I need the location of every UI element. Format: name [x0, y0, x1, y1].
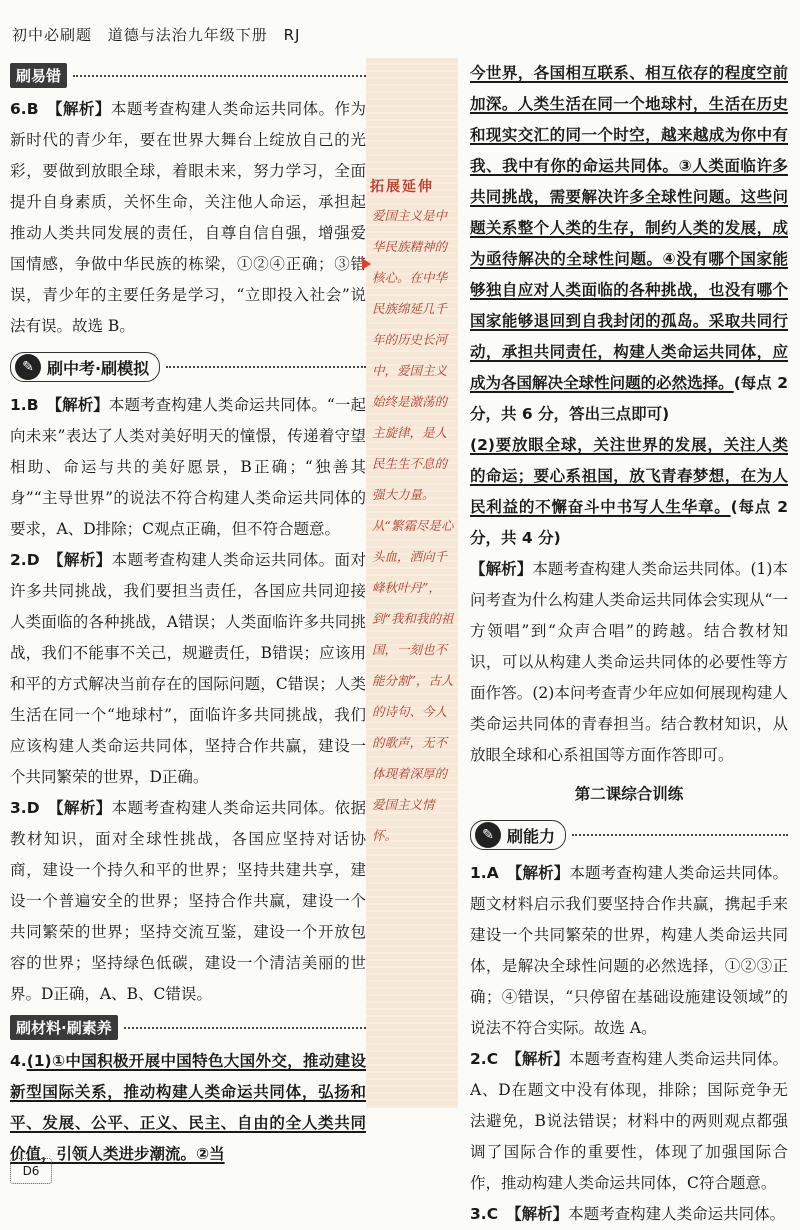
answer-text: 本题考查构建人类命运共同体。	[568, 1205, 786, 1223]
analysis-tag: 【解析】	[47, 799, 112, 817]
score-note: (每点 2 分，共 6 分，答出三点即可)	[470, 374, 788, 423]
question-number: 3.	[10, 799, 27, 817]
answer-letter: C	[486, 1050, 499, 1068]
section-header	[470, 816, 788, 854]
subject-title: 道德与法治九年级下册	[107, 26, 268, 44]
extension-title: 拓展延伸	[370, 179, 434, 195]
dotted-divider	[572, 834, 788, 836]
analysis-tag: 【解析】	[46, 396, 109, 414]
arrow-marker-icon	[362, 258, 371, 270]
section-label: 刷易错	[10, 63, 67, 88]
answer-item	[470, 1199, 788, 1230]
answer-text: (2)要放眼全球，关注世界的发展，关注人类的命运；要心系祖国，放飞青春梦想，在为人民利益的不懈奋斗中书写人生华章。	[470, 436, 788, 516]
section-label: 刷中考·刷模拟	[47, 358, 150, 378]
analysis-text: 本题考查构建人类命运共同体。(1)本问考查为什么构建人类命运共同体会实现从“一方领唱”到“众声合唱”的跨越。结合教材知识，可以从构建人类命运共同体的必要性等方面作答。(2)本问考查青少年应如何展现构建人类命运共同体的青春担当。结合教材知识，从放眼全球和心系祖国等方面作答即可。	[470, 560, 788, 764]
question-number: 2.	[470, 1050, 487, 1068]
answer-text: 本题考查构建人类命运共同体。面对许多共同挑战，我们要担当责任，各国应共同迎接人类面临的各种挑战，A错误；人类面临许多共同挑战，我们不能事不关己，规避责任，B错误；应该用和平的方式解决当前存在的国际问题，C错误；人类生活在同一个“地球村”，面临许多共同挑战，我们应该构建人类命运共同体，坚持合作共赢，建设一个共同繁荣的世界，D正确。	[10, 551, 366, 786]
analysis-paragraph	[470, 554, 788, 771]
answer-text: 本题考查构建人类命运共同体。依据教材知识，面对全球性挑战，各国应坚持对话协商，建设一个持久和平的世界；坚持共建共享，建设一个普遍安全的世界；坚持合作共赢，建设一个共同繁荣的世界；坚持交流互鉴，建设一个开放包容的世界；坚持绿色低碳，建设一个清洁美丽的世界。D正确，A、B、C错误。	[10, 799, 366, 1003]
book-title: 初中必刷题	[12, 26, 93, 44]
section-label: 刷材料·刷素养	[10, 1015, 118, 1040]
answer-item	[470, 1044, 788, 1199]
analysis-tag: 【解析】	[470, 560, 533, 578]
dotted-divider	[73, 75, 366, 77]
section-badge	[470, 820, 566, 850]
edition-label: RJ	[283, 26, 301, 44]
section-header	[10, 1012, 366, 1042]
answer-item	[10, 94, 366, 342]
pen-icon: ✎	[15, 354, 41, 380]
answer-item	[470, 858, 788, 1044]
lesson-title: 第二课综合训练	[574, 785, 684, 803]
answer-text: (1)①中国积极开展中国特色大国外交，推动建设新型国际关系，推动构建人类命运共同体，弘扬和平、发展、公平、正义、民主、自由的全人类共同价值，引领人类进步潮流。②当	[10, 1052, 366, 1163]
question-number: 1.	[10, 396, 27, 414]
answer-text: 本题考查构建人类命运共同体。“一起向未来”表达了人类对美好明天的憧憬，传递着守望相助、命运与共的美好愿景，B正确；“独善其身”“主导世界”的说法不符合构建人类命运共同体的要求，A、D排除；C观点正确，但不符合题意。	[10, 396, 366, 538]
answer-letter: D	[26, 551, 40, 569]
answer-paragraph	[470, 430, 788, 554]
answer-letter: A	[486, 864, 499, 882]
left-column	[10, 58, 366, 1170]
extension-sidebar	[366, 58, 458, 1108]
answer-letter: B	[26, 396, 39, 414]
answer-item	[10, 1046, 366, 1170]
answer-item	[10, 545, 366, 793]
answer-text: 今世界，各国相互联系、相互依存的程度空前加深。人类生活在同一个地球村，生活在历史和现实交汇的同一个时空，越来越成为你中有我、我中有你的命运共同体。③人类面临许多共同挑战，需要解决许多全球性问题。这些问题关系整个人类的生存，制约人类的发展，成为亟待解决的全球性问题。④没有哪个国家能够独自应对人类面临的各种挑战，也没有哪个国家能够退回到自我封闭的孤岛。采取共同行动，承担共同责任，构建人类命运共同体，应成为各国解决全球性问题的必然选择。	[470, 64, 788, 392]
score-note: (每点 2 分，共 4 分)	[470, 498, 788, 547]
page-number: D6	[10, 1158, 52, 1184]
section-header	[10, 60, 366, 90]
analysis-tag: 【解析】	[47, 551, 112, 569]
analysis-tag: 【解析】	[46, 100, 111, 118]
dotted-divider	[124, 1027, 366, 1029]
question-number: 1.	[470, 864, 487, 882]
analysis-tag: 【解析】	[506, 1050, 569, 1068]
answer-letter: D	[26, 799, 40, 817]
section-label: 刷能力	[507, 826, 556, 846]
analysis-tag: 【解析】	[506, 1205, 569, 1223]
answer-item	[10, 793, 366, 1010]
answer-letter: B	[26, 100, 39, 118]
answer-item	[10, 390, 366, 545]
dotted-divider	[166, 366, 366, 368]
section-header	[10, 348, 366, 386]
question-number: 6.	[10, 100, 27, 118]
answer-text: 本题考查构建人类命运共同体。A、D在题文中没有体现，排除；国际竞争无法避免，B说法错误；材料中的两则观点都强调了国际合作的重要性，体现了加强国际合作，推动构建人类命运共同体，C符合题意。	[470, 1050, 788, 1192]
page-header	[12, 24, 782, 52]
answer-text: 本题考查构建人类命运共同体。作为新时代的青少年，要在世界大舞台上绽放自己的光彩，要做到放眼全球，着眼未来，努力学习，全面提升自身素质，关怀生命，关注他人命运，承担起推动人类共同发展的责任，自尊自信自强，增强爱国情感，争做中华民族的栋梁，①②④正确；③错误，青少年的主要任务是学习，“立即投入社会”说法有误。故选 B。	[10, 100, 366, 335]
extension-text: 爱国主义是中华民族精神的核心。在中华民族绵延几千年的历史长河中，爱国主义始终是激荡的主旋律，是人民生生不息的强大力量。从“繁霜尽是心头血，洒向千峰秋叶丹”，到“我和我的祖国，一刻也不能分割”，古人的诗句、今人的歌声，无不体现着深厚的爱国主义情怀。	[372, 208, 454, 843]
answer-letter: C	[486, 1205, 499, 1223]
question-number: 3.	[470, 1205, 487, 1223]
answer-text: 本题考查构建人类命运共同体。题文材料启示我们要坚持合作共赢，携起手来建设一个共同繁荣的世界，构建人类命运共同体，是解决全球性问题的必然选择，①②③正确；④错误，“只停留在基础设施建设领域”的说法不符合实际。故选 A。	[470, 864, 788, 1037]
pen-icon: ✎	[475, 822, 501, 848]
analysis-tag: 【解析】	[506, 864, 570, 882]
question-number: 4.	[10, 1052, 27, 1070]
answer-paragraph	[470, 58, 788, 430]
section-badge	[10, 352, 160, 382]
right-column	[470, 58, 788, 1230]
question-number: 2.	[10, 551, 27, 569]
